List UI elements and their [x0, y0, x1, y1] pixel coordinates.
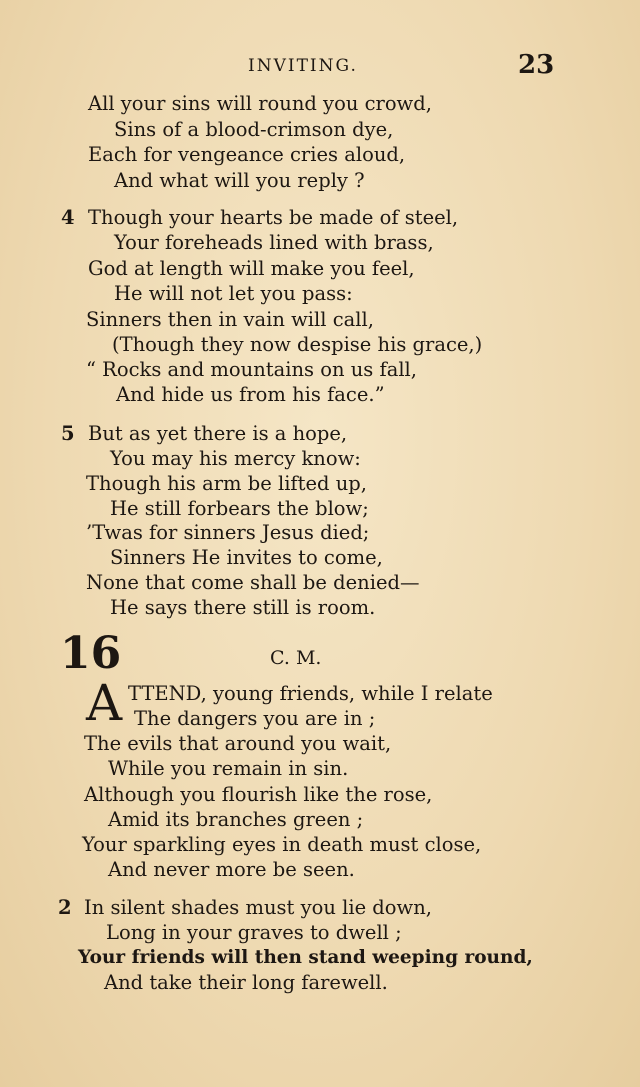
- verse-line: Sinners He invites to come,: [110, 546, 383, 569]
- verse-line: He still forbears the blow;: [110, 497, 369, 520]
- stanza-number: 2: [58, 896, 72, 919]
- verse-line: You may his mercy know:: [110, 447, 361, 470]
- verse-line: And hide us from his face.”: [116, 383, 385, 406]
- stanza-number: 4: [61, 206, 75, 229]
- verse-line: The dangers you are in ;: [134, 707, 376, 730]
- drop-cap: A: [86, 674, 123, 732]
- verse-line: Your foreheads lined with brass,: [114, 231, 434, 254]
- verse-line: All your sins will round you crowd,: [88, 92, 432, 115]
- verse-line: He will not let you pass:: [114, 282, 353, 305]
- verse-line: “ Rocks and mountains on us fall,: [86, 358, 417, 381]
- running-title: INVITING.: [248, 56, 358, 76]
- hymn-number: 16: [60, 628, 122, 679]
- verse-line: Long in your graves to dwell ;: [106, 921, 402, 944]
- stanza-number: 5: [61, 422, 75, 445]
- verse-line: Each for vengeance cries aloud,: [88, 143, 406, 166]
- verse-line: God at length will make you feel,: [88, 257, 415, 280]
- verse-line: Sinners then in vain will call,: [86, 308, 374, 331]
- verse-line: He says there still is room.: [110, 596, 376, 619]
- verse-line: But as yet there is a hope,: [88, 422, 348, 445]
- verse-line: In silent shades must you lie down,: [84, 896, 432, 919]
- verse-line: TTEND, young friends, while I relate: [128, 682, 493, 705]
- running-head: [0, 52, 640, 78]
- verse-line: Though his arm be lifted up,: [86, 472, 367, 495]
- verse-line: While you remain in sin.: [108, 757, 349, 780]
- verse-line: Amid its branches green ;: [108, 808, 364, 831]
- verse-line: Although you flourish like the rose,: [84, 783, 433, 806]
- verse-line: Your sparkling eyes in death must close,: [82, 833, 482, 856]
- verse-line: And take their long farewell.: [104, 971, 388, 994]
- hymn-meter: C. M.: [270, 647, 322, 669]
- verse-line: And what will you reply ?: [114, 169, 365, 192]
- verse-line: ’Twas for sinners Jesus died;: [86, 521, 370, 544]
- verse-line: Though your hearts be made of steel,: [88, 206, 459, 229]
- verse-line: Your friends will then stand weeping round,: [78, 947, 533, 968]
- verse-line: (Though they now despise his grace,): [112, 333, 483, 356]
- verse-line: Sins of a blood-crimson dye,: [114, 118, 394, 141]
- verse-line: And never more be seen.: [108, 858, 355, 881]
- page-number: 23: [518, 50, 555, 80]
- verse-line: None that come shall be denied—: [86, 571, 420, 594]
- verse-line: The evils that around you wait,: [84, 732, 392, 755]
